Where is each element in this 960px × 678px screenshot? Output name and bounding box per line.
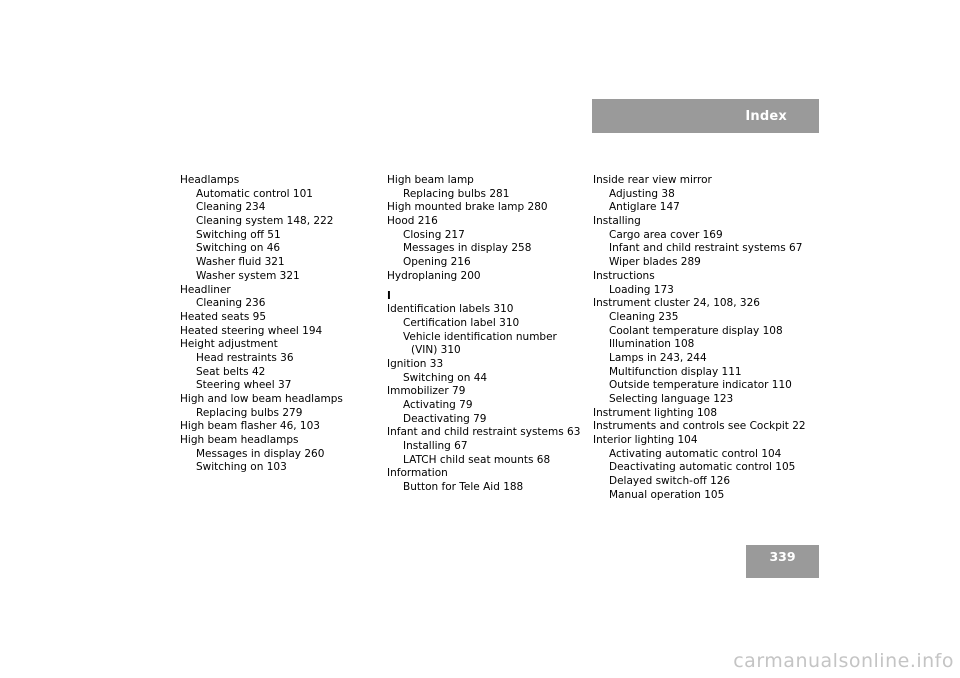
index-column-3 [593,174,806,503]
index-column-2 [387,174,580,495]
index-subentry: LATCH child seat mounts 68 [403,453,551,466]
index-entry: Instrument lighting 108 [593,406,717,419]
index-subentry: Activating automatic control 104 [609,447,782,460]
section-title: Index [745,108,787,124]
index-entry: Immobilizer 79 [387,385,466,398]
index-subentry: Cleaning 236 [196,297,266,310]
index-entry: Identification labels 310 [387,303,514,316]
index-subentry: Cleaning system 148, 222 [196,215,334,228]
index-entry: Instrument cluster 24, 108, 326 [593,297,760,310]
index-entry: Headliner [180,283,231,296]
index-subentry: Loading 173 [609,283,674,296]
index-subentry: Delayed switch-off 126 [609,475,731,488]
index-subentry: Closing 217 [403,228,465,241]
index-subentry: Coolant temperature display 108 [609,324,783,337]
index-column-1 [180,174,343,475]
index-subentry-continuation: (VIN) 310 [411,344,461,357]
index-subentry: Lamps in 243, 244 [609,351,707,364]
index-subentry: Replacing bulbs 279 [196,406,303,419]
index-subentry: Cleaning 235 [609,310,679,323]
index-entry: Information [387,467,448,480]
index-entry: Interior lighting 104 [593,434,698,447]
index-subentry: Steering wheel 37 [196,379,292,392]
index-subentry: Seat belts 42 [196,365,266,378]
index-entry: Instructions [593,269,655,282]
index-entry: High beam lamp [387,174,474,186]
index-entry: Hydroplaning 200 [387,269,481,282]
index-subentry: Switching on 103 [196,461,287,474]
page-number-box [746,545,819,578]
index-subentry: Washer system 321 [196,269,300,282]
index-subentry: Adjusting 38 [609,187,675,200]
index-entry: High beam flasher 46, 103 [180,420,320,433]
index-entry: Heated seats 95 [180,310,267,323]
watermark-text: carmanualsonline.info [733,650,954,672]
index-entry: Height adjustment [180,338,278,351]
index-entry: High beam headlamps [180,434,299,447]
index-entry: Inside rear view mirror [593,174,712,186]
index-subentry: Automatic control 101 [196,187,313,200]
index-subentry: Manual operation 105 [609,488,725,501]
index-subentry: Switching off 51 [196,228,281,241]
index-subentry: Wiper blades 289 [609,256,701,269]
index-entry: Hood 216 [387,215,438,228]
index-subentry: Activating 79 [403,399,473,411]
index-entry: Ignition 33 [387,357,444,370]
index-subentry: Replacing bulbs 281 [403,187,510,200]
index-entry: Instruments and controls see Cockpit 22 [593,420,806,433]
index-subentry: Switching on 46 [196,242,281,255]
index-subentry: Deactivating automatic control 105 [609,461,796,474]
index-entry: High mounted brake lamp 280 [387,201,548,214]
section-header-tab [592,99,819,133]
index-subentry: Multifunction display 111 [609,365,742,378]
index-subentry: Deactivating 79 [403,412,487,425]
index-subentry: Infant and child restraint systems 67 [609,242,803,255]
index-entry: High and low beam headlamps [180,393,343,405]
index-subentry: Illumination 108 [609,338,695,351]
index-subentry: Opening 216 [403,256,471,269]
index-subentry: Installing 67 [403,440,468,453]
index-subentry: Switching on 44 [403,371,488,384]
index-subentry: Antiglare 147 [609,201,680,214]
index-subentry: Head restraints 36 [196,351,294,364]
index-entry: Infant and child restraint systems 63 [387,426,581,439]
index-subentry: Vehicle identification number [403,330,557,343]
index-subentry: Certification label 310 [403,316,520,329]
page-number: 339 [769,549,796,564]
index-subentry: Button for Tele Aid 188 [403,481,524,494]
index-entry: Headlamps [180,174,240,186]
index-subentry: Selecting language 123 [609,393,734,405]
index-subentry: Messages in display 260 [196,447,325,460]
index-subentry: Cleaning 234 [196,201,266,214]
index-letter-heading: I [387,289,391,302]
index-subentry: Washer fluid 321 [196,256,285,269]
index-subentry: Cargo area cover 169 [609,228,723,241]
index-subentry: Outside temperature indicator 110 [609,379,792,392]
index-subentry: Messages in display 258 [403,242,532,255]
index-entry: Installing [593,215,641,228]
index-entry: Heated steering wheel 194 [180,324,323,337]
